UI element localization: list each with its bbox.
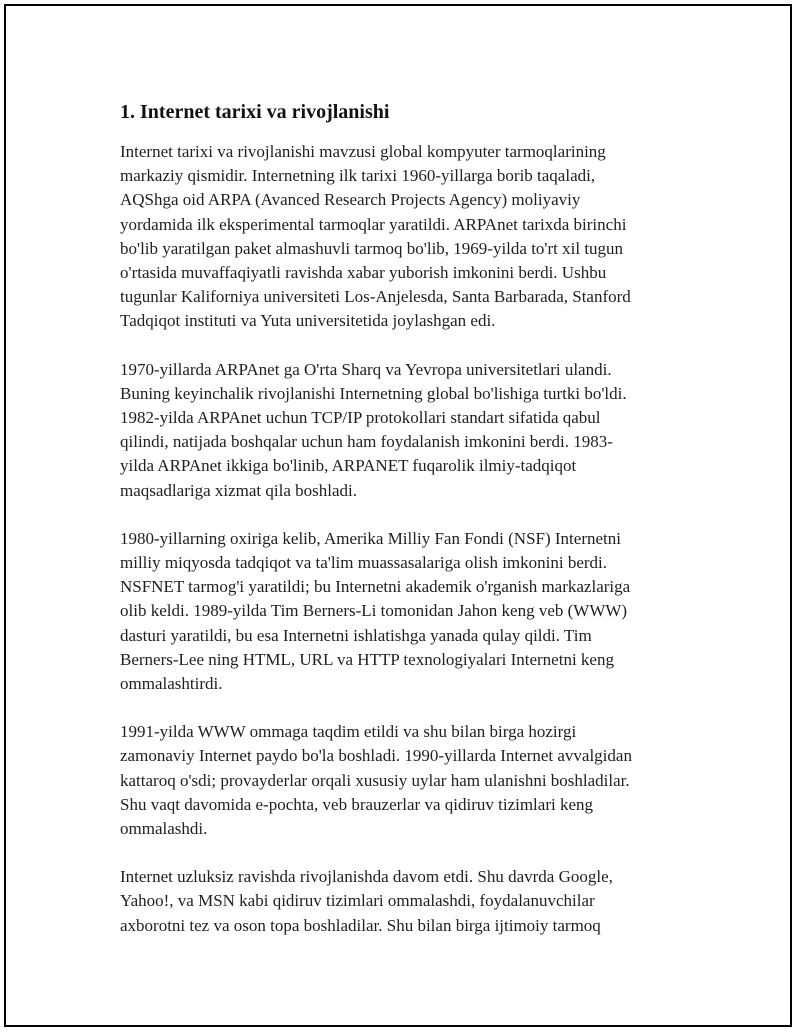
text-line: Tadqiqot instituti va Yuta universitetida joylashgan edi. xyxy=(120,311,496,331)
body-paragraph xyxy=(120,527,690,696)
body-paragraph xyxy=(120,358,690,503)
text-line: Internet tarixi va rivojlanishi mavzusi global kompyuter tarmoqlarining xyxy=(120,142,606,161)
text-line: 1980-yillarning oxiriga kelib, Amerika Milliy Fan Fondi (NSF) Internetni xyxy=(120,528,621,548)
text-line: yordamida ilk eksperimental tarmoqlar yaratildi. ARPAnet tarixda birinchi xyxy=(120,214,627,234)
text-line: yilda ARPAnet ikkiga bo'linib, ARPANET fuqarolik ilmiy-tadqiqot xyxy=(120,456,577,476)
text-line: NSFNET tarmog'i yaratildi; bu Internetni akademik o'rganish markazlariga xyxy=(120,577,631,597)
text-line: Berners-Lee ning HTML, URL va HTTP texnologiyalari Internetni keng xyxy=(120,649,614,669)
text-line: Shu vaqt davomida e-pochta, veb brauzerlar va qidiruv tizimlari keng xyxy=(120,794,594,814)
text-line: AQShga oid ARPA (Avanced Research Projects Agency) moliyaviy xyxy=(120,190,581,210)
text-line: Internet uzluksiz ravishda rivojlanishda davom etdi. Shu davrda Google, xyxy=(120,867,613,887)
text-line: ommalashtirdi. xyxy=(120,674,223,694)
body-paragraph xyxy=(120,865,690,938)
text-line: milliy miqyosda tadqiqot va ta'lim muassasalariga olish imkonini berdi. xyxy=(120,553,608,573)
text-line: zamonaviy Internet paydo bo'la boshladi. 1990-yillarda Internet avvalgidan xyxy=(120,746,632,766)
text-line: bo'lib yaratilgan paket almashuvli tarmoq bo'lib, 1969-yilda to'rt xil tugun xyxy=(120,238,624,258)
text-line: olib keldi. 1989-yilda Tim Berners-Li tomonidan Jahon keng veb (WWW) xyxy=(120,601,628,621)
text-line: o'rtasida muvaffaqiyatli ravishda xabar yuborish imkonini berdi. Ushbu xyxy=(120,263,607,283)
text-line: 1991-yilda WWW ommaga taqdim etildi va shu bilan birga hozirgi xyxy=(120,722,577,742)
text-line: 1970-yillarda ARPAnet ga O'rta Sharq va Yevropa universitetlari ulandi. xyxy=(120,359,612,379)
page-border xyxy=(4,4,792,1027)
text-line: kattaroq o'sdi; provayderlar orqali xususiy uylar ham ulanishni boshladilar. xyxy=(120,770,630,790)
body-paragraph xyxy=(120,140,690,334)
text-line: axborotni tez va oson topa boshladilar. Shu bilan birga ijtimoiy tarmoq xyxy=(120,915,601,935)
section-heading: 1. Internet tarixi va rivojlanishi xyxy=(120,101,390,123)
text-line: dasturi yaratildi, bu esa Internetni ishlatishga yanada qulay qildi. Tim xyxy=(120,625,592,645)
text-line: 1982-yilda ARPAnet uchun TCP/IP protokollari standart sifatida qabul xyxy=(120,408,601,428)
text-line: Yahoo!, va MSN kabi qidiruv tizimlari ommalashdi, foydalanuvchilar xyxy=(120,891,595,911)
text-line: Buning keyinchalik rivojlanishi Internetning global bo'lishiga turtki bo'ldi. xyxy=(120,383,627,403)
body-paragraph xyxy=(120,720,690,841)
text-line: maqsadlariga xizmat qila boshladi. xyxy=(120,480,357,500)
text-line: markaziy qismidir. Internetning ilk tarixi 1960-yillarga borib taqaladi, xyxy=(120,166,596,186)
text-line: tugunlar Kaliforniya universiteti Los-Anjelesda, Santa Barbarada, Stanford xyxy=(120,287,631,307)
text-line: qilindi, natijada boshqalar uchun ham foydalanish imkonini berdi. 1983- xyxy=(120,432,613,452)
paragraph-list xyxy=(120,140,690,938)
text-line: ommalashdi. xyxy=(120,819,208,839)
document-body xyxy=(120,100,690,962)
